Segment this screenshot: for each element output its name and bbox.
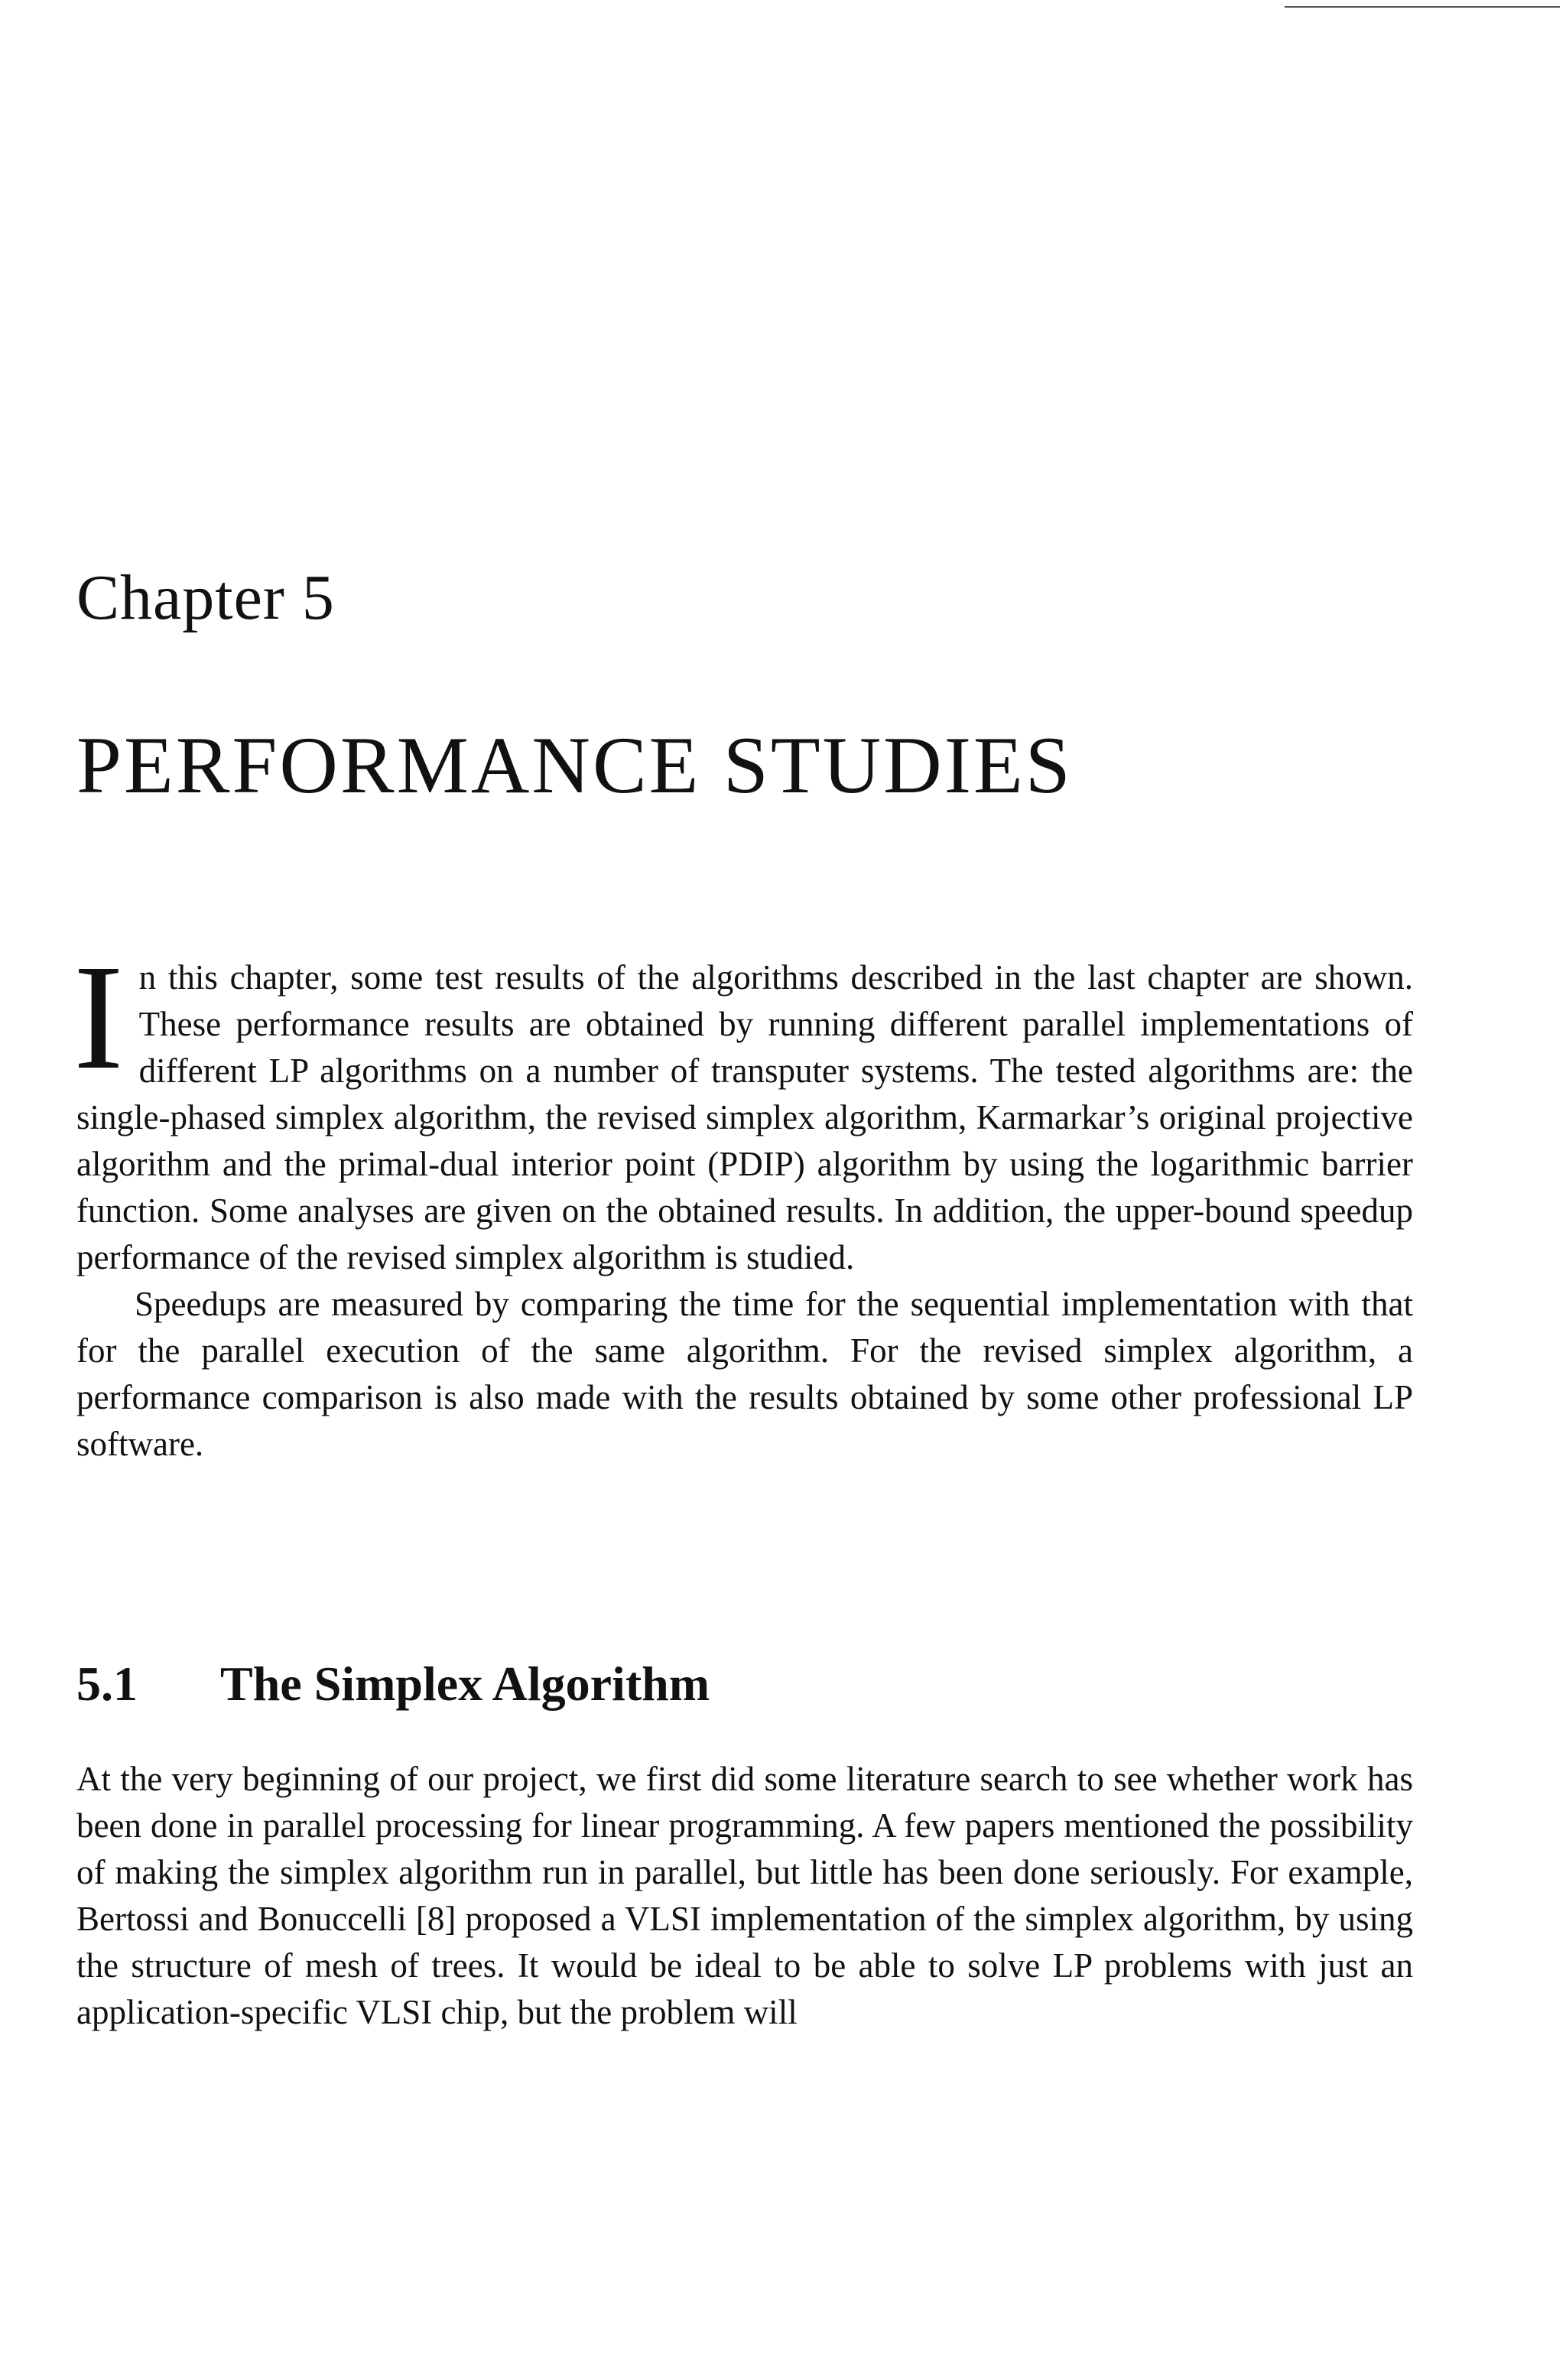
intro-paragraph-1-text: n this chapter, some test results of the algorithms described in the last chapter are shown. These performance results are obtained by running different parallel implementations of different LP algorithms on a number of transputer systems. The tested algorithms are: the single-phased simplex algorithm, the revised simplex algorithm, Karmarkar’s original projective algorithm and the primal-dual interior point (PDIP) algorithm by using the logarithmic barrier function. Some analyses are given on the obtained results. In addition, the upper-bound speedup performance of the revised simplex algorithm is studied. bbox=[76, 958, 1413, 1276]
section-paragraph-1: At the very beginning of our project, we first did some literature search to see whether work has been done in parallel processing for linear programming. A few papers mentioned the possibility of making the simplex algorithm run in parallel, but little has been done seriously. For example, Bertossi and Bonuccelli [8] proposed a VLSI implementation of the simplex algorithm, by using the structure of mesh of trees. It would be ideal to be able to solve LP problems with just an application-specific VLSI chip, but the problem will bbox=[76, 1760, 1413, 2031]
section-number: 5.1 bbox=[76, 1657, 138, 1711]
chapter-title: PERFORMANCE STUDIES bbox=[76, 720, 1073, 810]
intro-paragraph-2: Speedups are measured by comparing the time for the sequential implementation with that for the parallel execution of the same algorithm. For the revised simplex algorithm, a performance comparison is also made with the results obtained by some other professional LP software. bbox=[76, 1285, 1413, 1463]
drop-cap: I bbox=[73, 933, 124, 1101]
top-edge-rule bbox=[1285, 6, 1560, 8]
section-body bbox=[76, 1756, 1413, 2036]
chapter-label: Chapter 5 bbox=[76, 562, 335, 633]
intro-paragraph-1 bbox=[73, 933, 1413, 1281]
section-heading bbox=[76, 1657, 710, 1711]
section-title: The Simplex Algorithm bbox=[220, 1657, 710, 1711]
chapter-intro bbox=[73, 933, 1413, 1468]
